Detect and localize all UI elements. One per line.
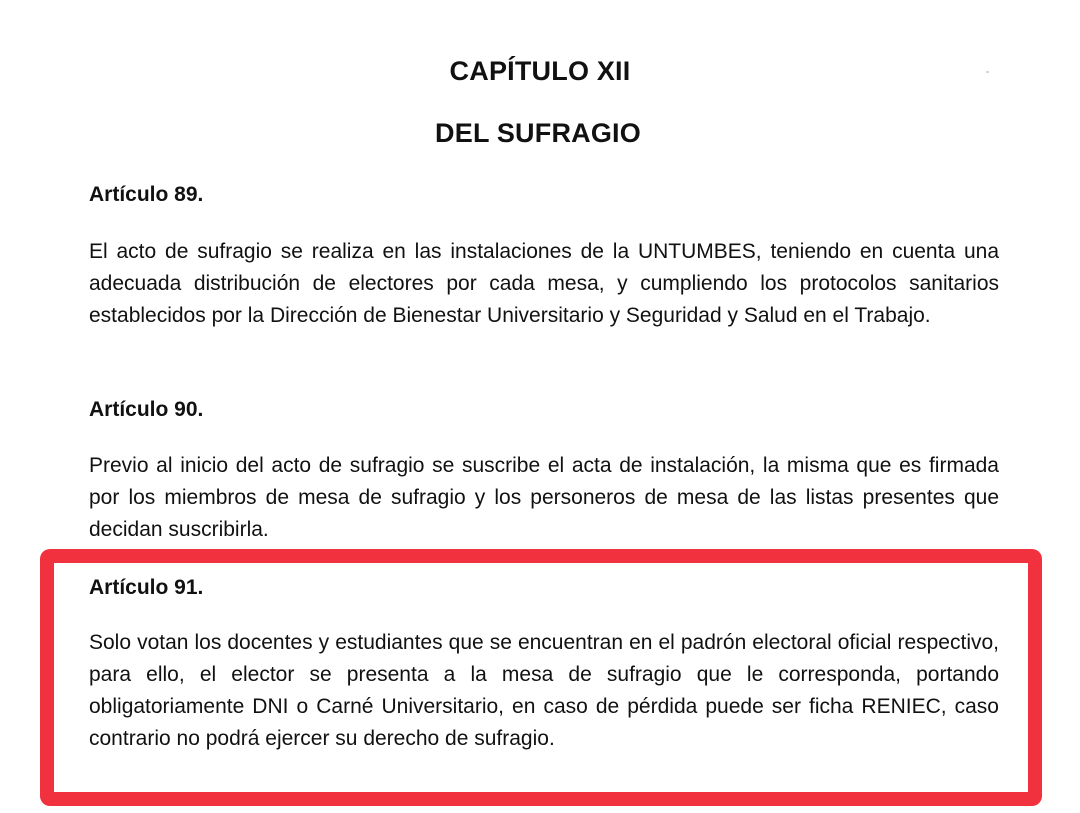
article-90-text: Previo al inicio del acto de sufragio se suscribe el acta de instalación, la misma que es firmada por los miembros de mesa de sufragio y los personeros de mesa de las listas presentes que decidan suscribirla. [89, 454, 999, 541]
article-90-title: Artículo 90. [89, 398, 204, 421]
article-91-title: Artículo 91. [89, 576, 204, 599]
article-89-text: El acto de sufragio se realiza en las instalaciones de la UNTUMBES, teniendo en cuenta una adecuada distribución de electores por cada mesa, y cumpliendo los protocolos sanitarios establecidos por la Dirección de Bienestar Universitario y Seguridad y Salud en el Trabajo. [89, 240, 999, 327]
chapter-subtitle: DEL SUFRAGIO [435, 118, 641, 148]
article-91-text: Solo votan los docentes y estudiantes que se encuentran en el padrón electoral oficial respectivo, para ello, el elector se presenta a la mesa de sufragio que le corresponda, portando obligatoriamente DNI o Carné Universitario, en caso de pérdida puede ser ficha RENIEC, caso contrario no podrá ejercer su derecho de sufragio. [89, 631, 999, 750]
article-89-title: Artículo 89. [89, 183, 204, 206]
scan-speck [986, 71, 989, 73]
chapter-title: CAPÍTULO XII [449, 56, 631, 86]
